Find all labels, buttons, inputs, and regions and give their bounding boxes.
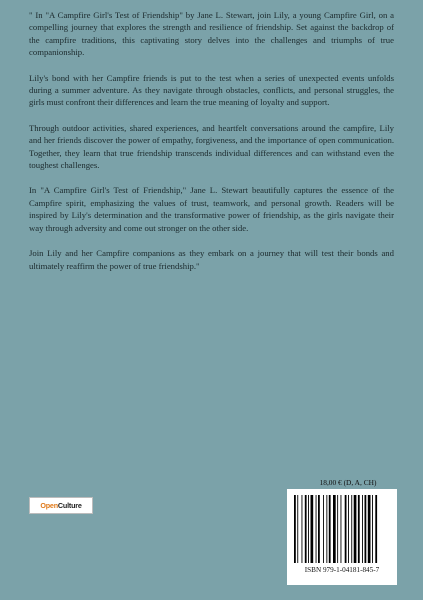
barcode-bar [326, 495, 327, 563]
blurb-paragraph-5: Join Lily and her Campfire companions as they embark on a journey that will test their bonds and ultimately reaffirm the power of true friendship." [29, 248, 394, 271]
barcode-bar [297, 495, 298, 563]
blurb-text [29, 9, 394, 285]
barcode-bar [333, 495, 336, 563]
barcode-bar [305, 495, 307, 563]
barcode-bar [351, 495, 352, 563]
barcode-bar [365, 495, 367, 563]
barcode-bar [323, 495, 324, 563]
barcode-bar [354, 495, 357, 563]
barcode-bar [302, 495, 303, 563]
publisher-logo-prefix: Open [40, 501, 58, 510]
price-label: 18,00 € (D, A, CH) [319, 478, 377, 487]
barcode-bar [294, 495, 296, 563]
barcode-bar [362, 495, 363, 563]
barcode-bar [337, 495, 338, 563]
isbn-label: ISBN 979-1-04181-845-7 [304, 566, 380, 574]
barcode-bar [329, 495, 331, 563]
barcode-bar [348, 495, 349, 563]
barcode-bar [345, 495, 347, 563]
barcode-bar [316, 495, 317, 563]
barcode-bar [358, 495, 360, 563]
barcode-image [293, 495, 391, 563]
barcode-bar [311, 495, 314, 563]
blurb-paragraph-1: " In "A Campfire Girl's Test of Friendship" by Jane L. Stewart, join Lily, a young Campfire Girl, on a compelling journey that explores the strength and resilience of friendship. Set against the backdrop of the campfire traditions, this captivating story delves into the challenges and triumphs of true companionship. [29, 10, 394, 58]
barcode-bar [308, 495, 309, 563]
barcode-bar [318, 495, 320, 563]
barcode-bar [368, 495, 371, 563]
publisher-logo [29, 497, 93, 514]
blurb-paragraph-2: Lily's bond with her Campfire friends is put to the test when a series of unexpected events unfolds during a summer adventure. As they navigate through obstacles, conflicts, and personal struggles, the girls must confront their differences and learn the true meaning of loyalty and support. [29, 72, 394, 108]
blurb-paragraph-3: Through outdoor activities, shared experiences, and heartfelt conversations around the campfire, Lily and her friends discover the power of empathy, forgiveness, and the importance of open communication. Together, they learn that true friendship transcends individual differences and can withstand even the toughest challenges. [29, 122, 394, 171]
barcode-bar [372, 495, 373, 563]
barcode-panel [287, 489, 397, 585]
blurb-paragraph-4: In "A Campfire Girl's Test of Friendship," Jane L. Stewart beautifully captures the essence of the Campfire spirit, emphasizing the values of trust, teamwork, and personal growth. Readers will be inspired by Lily's determination and the transformative power of friendship, as the girls navigate their way through adversity and come out stronger on the other side. [29, 185, 394, 233]
barcode-bar [375, 495, 377, 563]
barcode-bar [341, 495, 342, 563]
publisher-logo-suffix: Culture [57, 501, 82, 510]
